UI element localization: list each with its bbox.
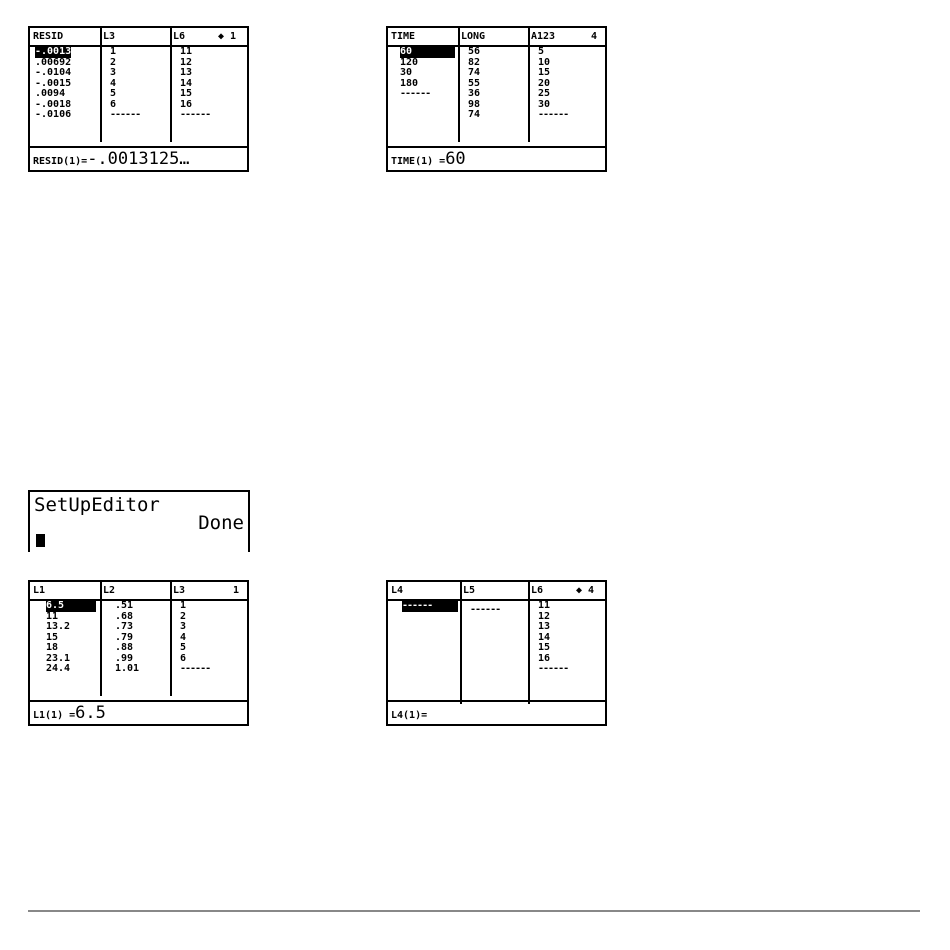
column-divider	[170, 582, 172, 696]
column-header-long[interactable]: LONG	[461, 31, 486, 42]
list-cell[interactable]: 13	[538, 621, 551, 632]
list-end-marker[interactable]: ------	[110, 109, 141, 120]
list-cell[interactable]: 20	[538, 77, 551, 89]
column-number-indicator: ◆ 4	[576, 585, 595, 596]
list-column-l4	[402, 601, 458, 612]
list-end-marker[interactable]: ------	[538, 663, 569, 674]
list-column-l2	[115, 601, 139, 675]
list-cell[interactable]: 98	[468, 98, 481, 110]
selected-cell[interactable]: 6.5	[46, 601, 96, 612]
list-cell[interactable]: 30	[400, 67, 413, 78]
list-cell[interactable]: 2	[180, 610, 187, 622]
column-divider	[100, 582, 102, 696]
stat-editor-l4-screen	[386, 580, 607, 726]
list-cell[interactable]: 82	[468, 56, 481, 68]
list-cell[interactable]: 12	[538, 610, 551, 622]
text-cursor[interactable]	[36, 534, 45, 547]
list-column-long	[468, 47, 480, 121]
list-column-l5	[470, 605, 500, 616]
column-header-row	[30, 28, 247, 47]
list-cell[interactable]: 6	[180, 652, 187, 664]
list-column-l1	[46, 601, 96, 675]
column-header-a123[interactable]: A123	[531, 31, 556, 42]
list-cell[interactable]: 5	[110, 88, 117, 99]
column-header-time[interactable]: TIME	[391, 31, 416, 42]
list-column-time	[400, 47, 455, 100]
list-cell[interactable]: 23.1	[46, 652, 71, 664]
list-end-marker[interactable]: ------	[538, 109, 569, 120]
list-cell[interactable]: 74	[468, 109, 481, 120]
page-divider	[28, 910, 920, 912]
list-cell[interactable]: -.0106	[35, 109, 72, 120]
column-header-l3[interactable]: L3	[103, 31, 116, 42]
list-column-a123	[538, 47, 568, 121]
list-cell[interactable]: 4	[180, 631, 187, 643]
list-cell[interactable]: 11	[538, 600, 551, 611]
column-header-row	[388, 582, 605, 601]
list-cell[interactable]: 3	[110, 67, 117, 78]
column-number-indicator: 1	[233, 585, 240, 596]
column-divider	[528, 28, 530, 142]
list-cell[interactable]: 15	[538, 642, 551, 653]
list-cell[interactable]: 120	[400, 56, 419, 68]
list-cell[interactable]: 74	[468, 67, 481, 78]
column-header-l6[interactable]: L6	[531, 585, 544, 596]
list-cell[interactable]: 56	[468, 46, 481, 57]
list-column-l3	[180, 601, 210, 675]
entry-label: TIME(1) =	[391, 156, 446, 167]
list-cell[interactable]: 180	[400, 77, 419, 89]
list-end-marker[interactable]: ------	[470, 604, 501, 615]
list-cell[interactable]: 14	[538, 631, 551, 643]
column-header-l3[interactable]: L3	[173, 585, 186, 596]
list-cell[interactable]: .88	[115, 642, 134, 653]
column-divider	[528, 582, 530, 704]
list-cell[interactable]: 15	[538, 67, 551, 78]
column-header-resid[interactable]: RESID	[33, 31, 64, 42]
list-end-marker[interactable]: ------	[180, 109, 211, 120]
list-cell[interactable]: .0094	[35, 88, 66, 99]
selected-cell[interactable]: ------	[402, 601, 458, 612]
list-cell[interactable]: -.0018	[35, 98, 72, 110]
list-cell[interactable]: 36	[468, 88, 481, 99]
list-cell[interactable]: 13.2	[46, 621, 71, 632]
list-column-resid	[35, 47, 71, 121]
selected-cell[interactable]: 60	[400, 47, 455, 58]
entry-line[interactable]	[388, 700, 605, 724]
column-divider	[458, 28, 460, 142]
entry-label: L1(1) =	[33, 710, 76, 721]
column-header-l4[interactable]: L4	[391, 585, 404, 596]
list-cell[interactable]: .99	[115, 652, 134, 664]
list-cell[interactable]: .73	[115, 621, 134, 632]
entry-line[interactable]	[30, 146, 247, 170]
list-cell[interactable]: 14	[180, 77, 193, 89]
list-cell[interactable]: .68	[115, 610, 134, 622]
list-cell[interactable]: .79	[115, 631, 134, 643]
list-cell[interactable]: 12	[180, 56, 193, 68]
entry-value: -.0013125…	[87, 149, 190, 169]
entry-line[interactable]	[388, 146, 605, 170]
list-cell[interactable]: 10	[538, 56, 551, 68]
list-cell[interactable]: 15	[180, 88, 193, 99]
list-cell[interactable]: 11	[180, 46, 193, 57]
list-cell[interactable]: 5	[180, 642, 187, 653]
list-column-l6	[538, 601, 568, 675]
list-cell[interactable]: 30	[538, 98, 551, 110]
list-cell[interactable]: 15	[46, 631, 59, 643]
list-cell[interactable]: 3	[180, 621, 187, 632]
column-header-l1[interactable]: L1	[33, 585, 46, 596]
stat-editor-l1-screen	[28, 580, 249, 726]
list-cell[interactable]: 1	[110, 46, 117, 57]
list-cell[interactable]: 5	[538, 46, 545, 57]
list-column-l6	[180, 47, 210, 121]
list-cell[interactable]: -.0015	[35, 77, 72, 89]
list-end-marker[interactable]: ------	[400, 88, 431, 99]
column-header-l5[interactable]: L5	[463, 585, 476, 596]
column-divider	[100, 28, 102, 142]
list-end-marker[interactable]: ------	[180, 663, 211, 674]
entry-line[interactable]	[30, 700, 247, 724]
column-header-row	[30, 582, 247, 601]
list-cell[interactable]: 16	[538, 652, 551, 664]
selected-cell[interactable]: -.0013	[35, 46, 72, 57]
list-cell[interactable]: 11	[46, 610, 59, 622]
command-result: Done	[198, 512, 244, 534]
list-cell[interactable]: 1.01	[115, 663, 140, 674]
list-cell[interactable]: 24.4	[46, 663, 71, 674]
entry-label: L4(1)=	[391, 710, 428, 721]
home-screen	[28, 490, 250, 552]
stat-editor-time-screen	[386, 26, 607, 172]
list-cell[interactable]: 4	[110, 77, 117, 89]
column-divider	[460, 582, 462, 704]
column-header-l6[interactable]: L6	[173, 31, 186, 42]
list-column-l3	[110, 47, 140, 121]
list-cell[interactable]: 16	[180, 98, 193, 110]
column-number-indicator: ◆ 1	[218, 31, 237, 42]
column-divider	[170, 28, 172, 142]
stat-editor-resid-screen	[28, 26, 249, 172]
list-cell[interactable]: -.0104	[35, 67, 72, 78]
entry-label: RESID(1)=	[33, 156, 88, 167]
entry-value: 6.5	[75, 703, 106, 723]
list-cell[interactable]: 2	[110, 56, 117, 68]
list-cell[interactable]: 1	[180, 600, 187, 611]
column-header-row	[388, 28, 605, 47]
column-header-l2[interactable]: L2	[103, 585, 116, 596]
column-number-indicator: 4	[591, 31, 598, 42]
list-cell[interactable]: 18	[46, 642, 59, 653]
entry-value: 60	[445, 149, 466, 169]
list-cell[interactable]: 6	[110, 98, 117, 110]
list-cell[interactable]: 13	[180, 67, 193, 78]
command-line: SetUpEditor	[34, 494, 160, 516]
list-cell[interactable]: 55	[468, 77, 481, 89]
list-cell[interactable]: .51	[115, 600, 134, 611]
list-cell[interactable]: 25	[538, 88, 551, 99]
list-cell[interactable]: .00692	[35, 56, 72, 68]
